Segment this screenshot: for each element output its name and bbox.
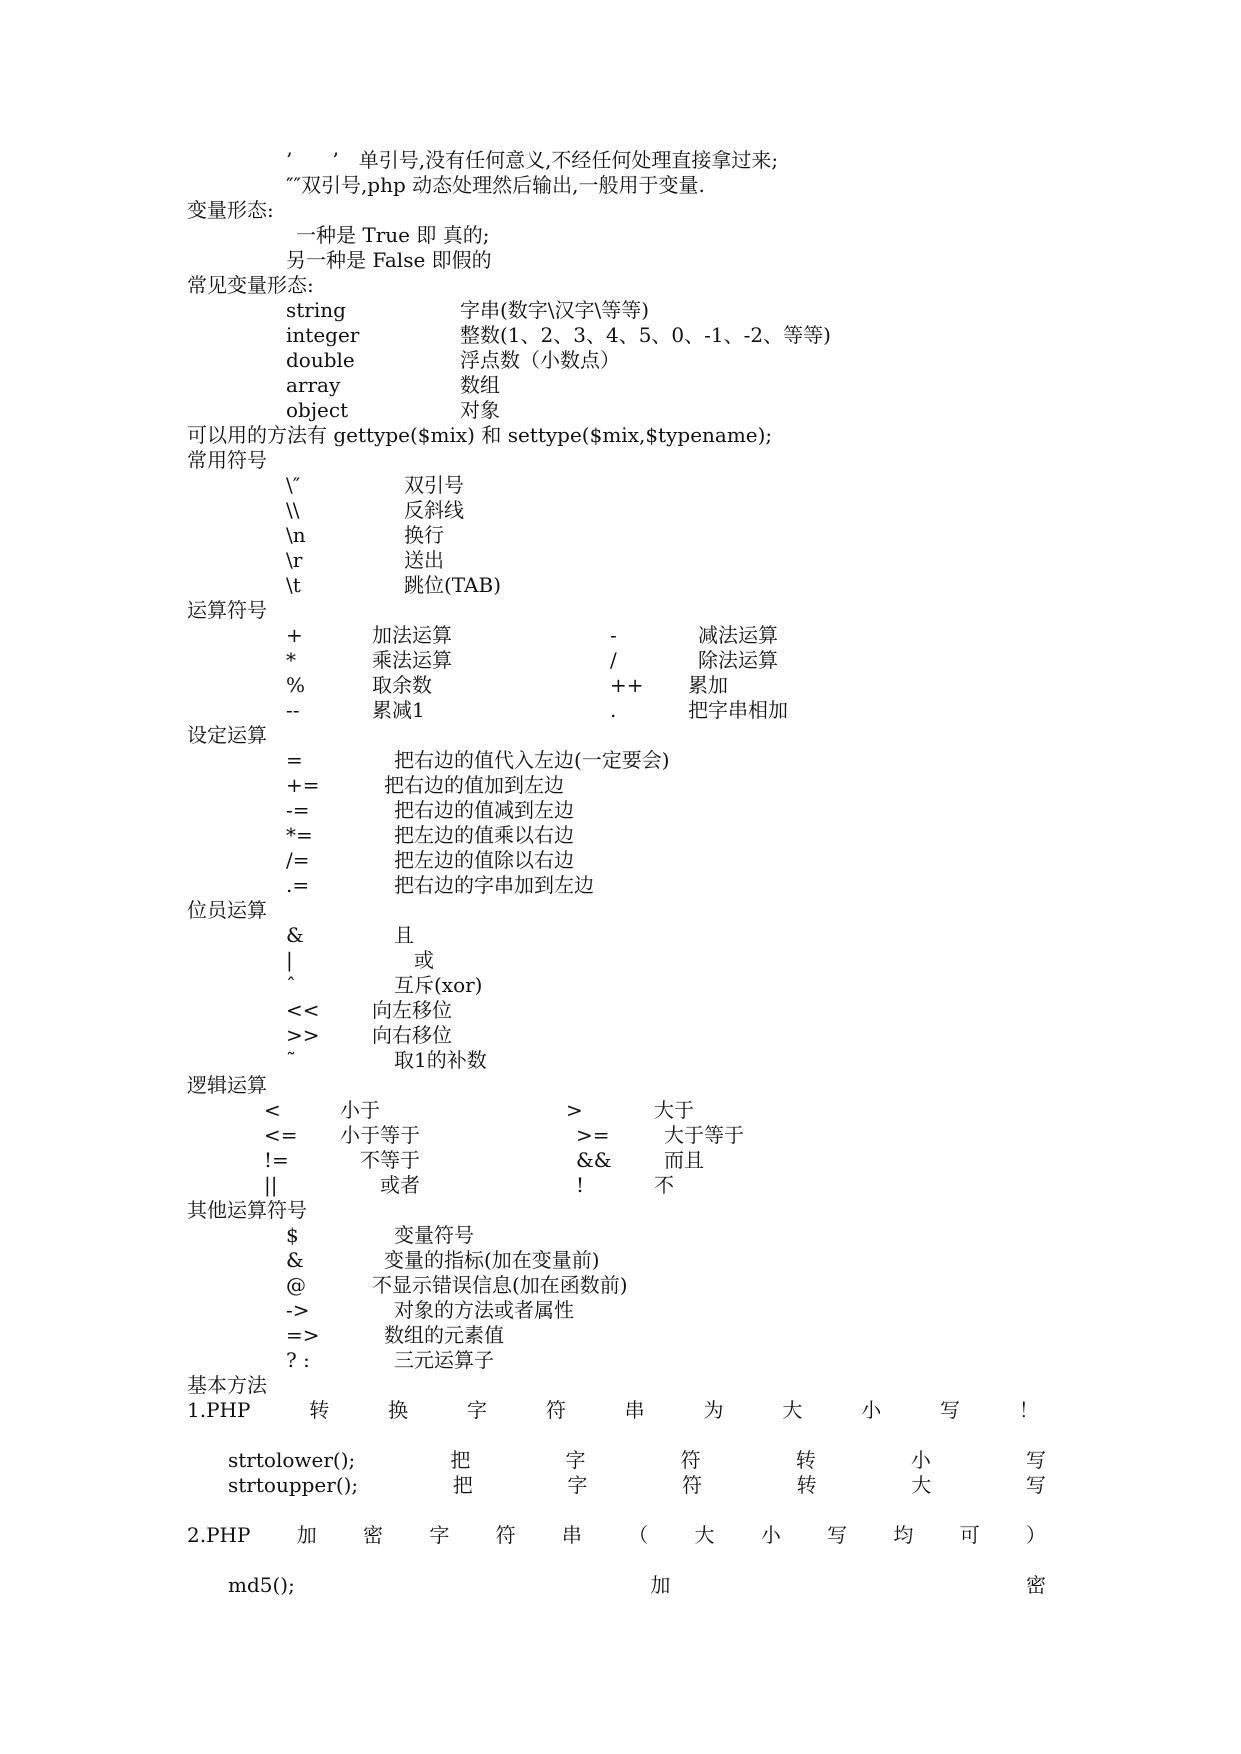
arith-symbol: -- [286, 698, 300, 722]
bitwise-code: | [286, 948, 293, 972]
item-1-char: 为 [703, 1398, 724, 1422]
type-code: object [286, 398, 349, 422]
arith-desc: 取余数 [372, 673, 432, 697]
bitwise-desc: 互斥(xor) [394, 973, 483, 997]
function-desc-char: 转 [795, 1448, 816, 1472]
bitwise-code: & [286, 923, 304, 947]
other-desc: 变量符号 [394, 1223, 474, 1247]
item-2-char: 串 [561, 1523, 582, 1547]
symbol-desc: 双引号 [404, 473, 464, 497]
item-1-char: 转 [309, 1398, 330, 1422]
item-1-word: 1.PHP [187, 1398, 251, 1422]
item-1-char: 字 [466, 1398, 487, 1422]
function-desc-char: 密 [1026, 1573, 1046, 1597]
item-2-char: （ [628, 1523, 649, 1547]
other-code: $ [286, 1223, 299, 1247]
other-desc: 变量的指标(加在变量前) [384, 1248, 600, 1272]
strtoupper-line [228, 1473, 1046, 1498]
item-2-char: 加 [296, 1523, 317, 1547]
assign-code: *= [286, 823, 313, 847]
function-desc-char: 加 [650, 1573, 671, 1597]
symbol-desc: 反斜线 [404, 498, 464, 522]
logic-symbol: <= [264, 1123, 298, 1147]
item-1-char: 大 [782, 1398, 803, 1422]
common-forms-heading: 常见变量形态: [187, 273, 314, 297]
logic-desc: 小于等于 [340, 1123, 420, 1147]
symbol-desc: 跳位(TAB) [404, 573, 501, 597]
logic-symbol: ! [576, 1173, 585, 1197]
logic-desc: 或者 [380, 1173, 420, 1197]
other-desc: 数组的元素值 [384, 1323, 504, 1347]
assign-desc: 把右边的字串加到左边 [394, 873, 594, 897]
item-1-char: 串 [624, 1398, 645, 1422]
arith-heading: 运算符号 [187, 598, 267, 622]
arith-desc: 累加 [688, 673, 728, 697]
type-desc: 整数(1、2、3、4、5、0、-1、-2、等等) [460, 323, 831, 347]
item-2-word: 2.PHP [187, 1523, 251, 1547]
item-1-char: 符 [545, 1398, 566, 1422]
symbol-code: \n [286, 523, 306, 547]
logic-desc: 而且 [664, 1148, 704, 1172]
symbol-code: \r [286, 548, 303, 572]
type-desc: 字串(数字\汉字\等等) [460, 298, 650, 322]
function-name: strtoupper(); [228, 1473, 359, 1497]
double-quote-line: ″″双引号,php 动态处理然后输出,一般用于变量. [286, 173, 705, 197]
function-name: strtolower(); [228, 1448, 356, 1472]
logic-desc: 大于 [654, 1098, 694, 1122]
arith-symbol: + [286, 623, 303, 647]
var-form-false: 另一种是 False 即假的 [286, 248, 492, 272]
function-desc-char: 字 [567, 1473, 588, 1497]
type-code: integer [286, 323, 360, 347]
function-desc-char: 字 [565, 1448, 586, 1472]
assign-code: .= [286, 873, 310, 897]
var-form-true: 一种是 True 即 真的; [296, 223, 490, 247]
arith-symbol: - [610, 623, 617, 647]
bitwise-desc: 取1的补数 [394, 1048, 487, 1072]
symbol-desc: 换行 [404, 523, 444, 547]
function-desc-char: 把 [450, 1448, 471, 1472]
function-desc-char: 符 [680, 1448, 701, 1472]
other-desc: 不显示错误信息(加在函数前) [372, 1273, 628, 1297]
symbol-code: \t [286, 573, 301, 597]
arith-symbol: % [286, 673, 306, 697]
function-desc-char: 把 [452, 1473, 473, 1497]
bitwise-code: ˆ [286, 973, 296, 997]
var-form-heading: 变量形态: [187, 198, 274, 222]
assign-desc: 把右边的值减到左边 [394, 798, 574, 822]
type-desc: 浮点数（小数点） [460, 348, 620, 372]
arith-symbol: ++ [610, 673, 644, 697]
strtolower-line [228, 1448, 1046, 1473]
assign-desc: 把左边的值乘以右边 [394, 823, 574, 847]
other-desc: 三元运算子 [394, 1348, 494, 1372]
assign-code: += [286, 773, 320, 797]
item-1-char: ！ [1018, 1398, 1039, 1422]
assign-desc: 把右边的值加到左边 [384, 773, 564, 797]
logic-symbol: && [576, 1148, 612, 1172]
item-2-char: 小 [760, 1523, 781, 1547]
bitwise-desc: 向左移位 [372, 998, 452, 1022]
arith-desc: 加法运算 [372, 623, 452, 647]
logic-symbol: || [264, 1173, 278, 1197]
item-2-char: 符 [495, 1523, 516, 1547]
logic-symbol: >= [576, 1123, 610, 1147]
basic-item-1 [187, 1398, 1039, 1423]
arith-desc: 累减1 [372, 698, 425, 722]
item-2-char: 字 [429, 1523, 450, 1547]
item-2-char: 大 [694, 1523, 715, 1547]
other-code: & [286, 1248, 304, 1272]
logic-heading: 逻辑运算 [187, 1073, 267, 1097]
item-2-char: 写 [827, 1523, 848, 1547]
assign-code: -= [286, 798, 310, 822]
logic-desc: 大于等于 [664, 1123, 744, 1147]
arith-symbol: * [286, 648, 296, 672]
logic-desc: 小于 [340, 1098, 380, 1122]
basic-item-2 [187, 1523, 1046, 1548]
bitwise-desc: 向右移位 [372, 1023, 452, 1047]
function-name: md5(); [228, 1573, 295, 1597]
other-code: ? : [286, 1348, 310, 1372]
other-desc: 对象的方法或者属性 [394, 1298, 574, 1322]
assign-code: /= [286, 848, 310, 872]
other-code: @ [286, 1273, 306, 1297]
item-2-char: 均 [893, 1523, 914, 1547]
item-1-char: 换 [388, 1398, 409, 1422]
md5-line [228, 1573, 1046, 1598]
type-code: array [286, 373, 341, 397]
item-1-char: 小 [861, 1398, 882, 1422]
other-code: -> [286, 1298, 310, 1322]
symbol-desc: 送出 [404, 548, 444, 572]
item-1-char: 写 [940, 1398, 961, 1422]
type-desc: 对象 [460, 398, 500, 422]
single-quote-line: ’ ’ 单引号,没有任何意义,不经任何处理直接拿过来; [286, 148, 779, 172]
symbol-code: \″ [286, 473, 301, 497]
item-2-char: ） [1026, 1523, 1046, 1547]
type-code: double [286, 348, 355, 372]
other-heading: 其他运算符号 [187, 1198, 307, 1222]
type-desc: 数组 [460, 373, 500, 397]
assign-desc: 把左边的值除以右边 [394, 848, 574, 872]
bitwise-desc: 且 [394, 923, 414, 947]
function-desc-char: 符 [682, 1473, 703, 1497]
logic-desc: 不等于 [360, 1148, 420, 1172]
logic-symbol: > [566, 1098, 583, 1122]
logic-symbol: != [264, 1148, 289, 1172]
function-desc-char: 写 [1025, 1473, 1046, 1497]
arith-desc: 把字串相加 [688, 698, 788, 722]
other-code: => [286, 1323, 320, 1347]
arith-desc: 减法运算 [698, 623, 778, 647]
function-desc-char: 小 [910, 1448, 931, 1472]
bitwise-code: >> [286, 1023, 320, 1047]
arith-symbol: . [610, 698, 617, 722]
logic-desc: 不 [654, 1173, 674, 1197]
bitwise-code: << [286, 998, 320, 1022]
assign-code: = [286, 748, 303, 772]
bitwise-desc: 或 [414, 948, 434, 972]
item-2-char: 密 [363, 1523, 384, 1547]
arith-desc: 除法运算 [698, 648, 778, 672]
common-symbols-heading: 常用符号 [187, 448, 267, 472]
assign-heading: 设定运算 [187, 723, 267, 747]
type-methods-line: 可以用的方法有 gettype($mix) 和 settype($mix,$typename); [187, 423, 773, 447]
item-2-char: 可 [959, 1523, 980, 1547]
basic-heading: 基本方法 [187, 1373, 267, 1397]
logic-symbol: < [264, 1098, 281, 1122]
function-desc-char: 写 [1026, 1448, 1046, 1472]
assign-desc: 把右边的值代入左边(一定要会) [394, 748, 670, 772]
bitwise-code: ˜ [286, 1048, 296, 1072]
function-desc-char: 转 [796, 1473, 817, 1497]
type-code: string [286, 298, 346, 322]
symbol-code: \\ [286, 498, 300, 522]
bitwise-heading: 位员运算 [187, 898, 267, 922]
arith-symbol: / [610, 648, 617, 672]
function-desc-char: 大 [911, 1473, 932, 1497]
arith-desc: 乘法运算 [372, 648, 452, 672]
